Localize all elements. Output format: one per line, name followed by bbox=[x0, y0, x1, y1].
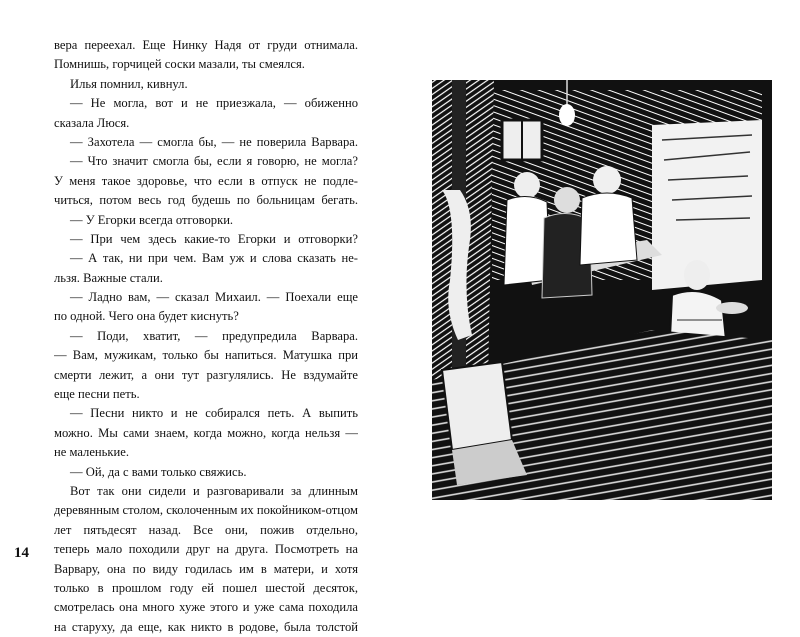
text-line: смотрелась она много хуже этого и уже сама походила bbox=[54, 600, 358, 615]
text-line: Вот так они сидели и разговаривали за длинным bbox=[70, 483, 358, 498]
text-line: — Поди, хватит, — предупредила Варвара. bbox=[70, 328, 358, 343]
text-line: сказала Люся. bbox=[54, 115, 130, 130]
text-line: вера переехал. Еще Нинку Надя от груди отнимала. bbox=[54, 38, 358, 52]
text-line: Помнишь, горчицей соски мазали, ты смеялся. bbox=[54, 57, 305, 72]
text-line: не маленькие. bbox=[54, 445, 130, 460]
text-line: — Ой, да с вами только свяжись. bbox=[70, 464, 247, 479]
text-line: — При чем здесь какие-то Егорки и отговорки? bbox=[70, 231, 358, 246]
text-line: — Ладно вам, — сказал Михаил. — Поехали еще bbox=[70, 290, 358, 305]
text-line: на старуху, да еще, как никто в родове, была толстой bbox=[54, 619, 358, 634]
text-line: только в прошлом году ей пошел шестой десяток, bbox=[54, 580, 358, 595]
page-number: 14 bbox=[14, 545, 29, 561]
light-bulb bbox=[559, 104, 575, 126]
foreground-object bbox=[442, 362, 512, 450]
text-line: можно. Мы сами знаем, когда можно, когда нельзя — bbox=[54, 425, 358, 440]
text-line: деревянным столом, сколоченным их покойником-отцом bbox=[54, 503, 358, 518]
text-line: по одной. Чего она будет киснуть? bbox=[54, 309, 239, 324]
figure-2-head bbox=[554, 187, 580, 213]
text-line: У меня такое здоровье, что если в отпуск не подле- bbox=[54, 173, 358, 188]
bowl bbox=[716, 302, 748, 314]
text-line: — Не могла, вот и не приезжала, — обиженно bbox=[70, 96, 358, 111]
figure-3-head bbox=[593, 166, 621, 194]
text-line: — Захотела — смогла бы, — не поверила Варвара. bbox=[70, 134, 358, 149]
woman-head bbox=[684, 260, 710, 290]
text-line: — А так, ни при чем. Вам уж и слова сказать не- bbox=[70, 251, 358, 266]
figure-1-head bbox=[514, 172, 540, 198]
text-line: — Вам, мужикам, только бы напиться. Матушка при bbox=[54, 348, 358, 363]
text-line: Варвару, она по виду годилась им в матери, и хотя bbox=[54, 561, 358, 576]
text-line: Илья помнил, кивнул. bbox=[70, 76, 188, 91]
text-line: лет пятьдесят назад. Все они, пожив отдельно, bbox=[54, 522, 358, 537]
text-line: льзя. Важные стали. bbox=[54, 270, 163, 285]
text-column bbox=[54, 36, 358, 637]
text-line: — Песни никто и не собирался петь. А выпить bbox=[70, 406, 358, 421]
text-line: теперь мало походили друг на друга. Посмотреть на bbox=[54, 542, 358, 557]
text-line: — У Егорки всегда отговорки. bbox=[70, 212, 234, 227]
text-line: читься, потом весь год будешь по больницам бегать. bbox=[54, 193, 358, 208]
woodcut-illustration bbox=[432, 80, 772, 500]
text-line: еще песни петь. bbox=[54, 387, 140, 402]
text-line: смерти лежит, а они тут разгулялись. Не вздумайте bbox=[54, 367, 358, 382]
lit-wall bbox=[652, 120, 762, 290]
text-line: — Что значит смогла бы, если я говорю, не могла? bbox=[70, 154, 358, 169]
